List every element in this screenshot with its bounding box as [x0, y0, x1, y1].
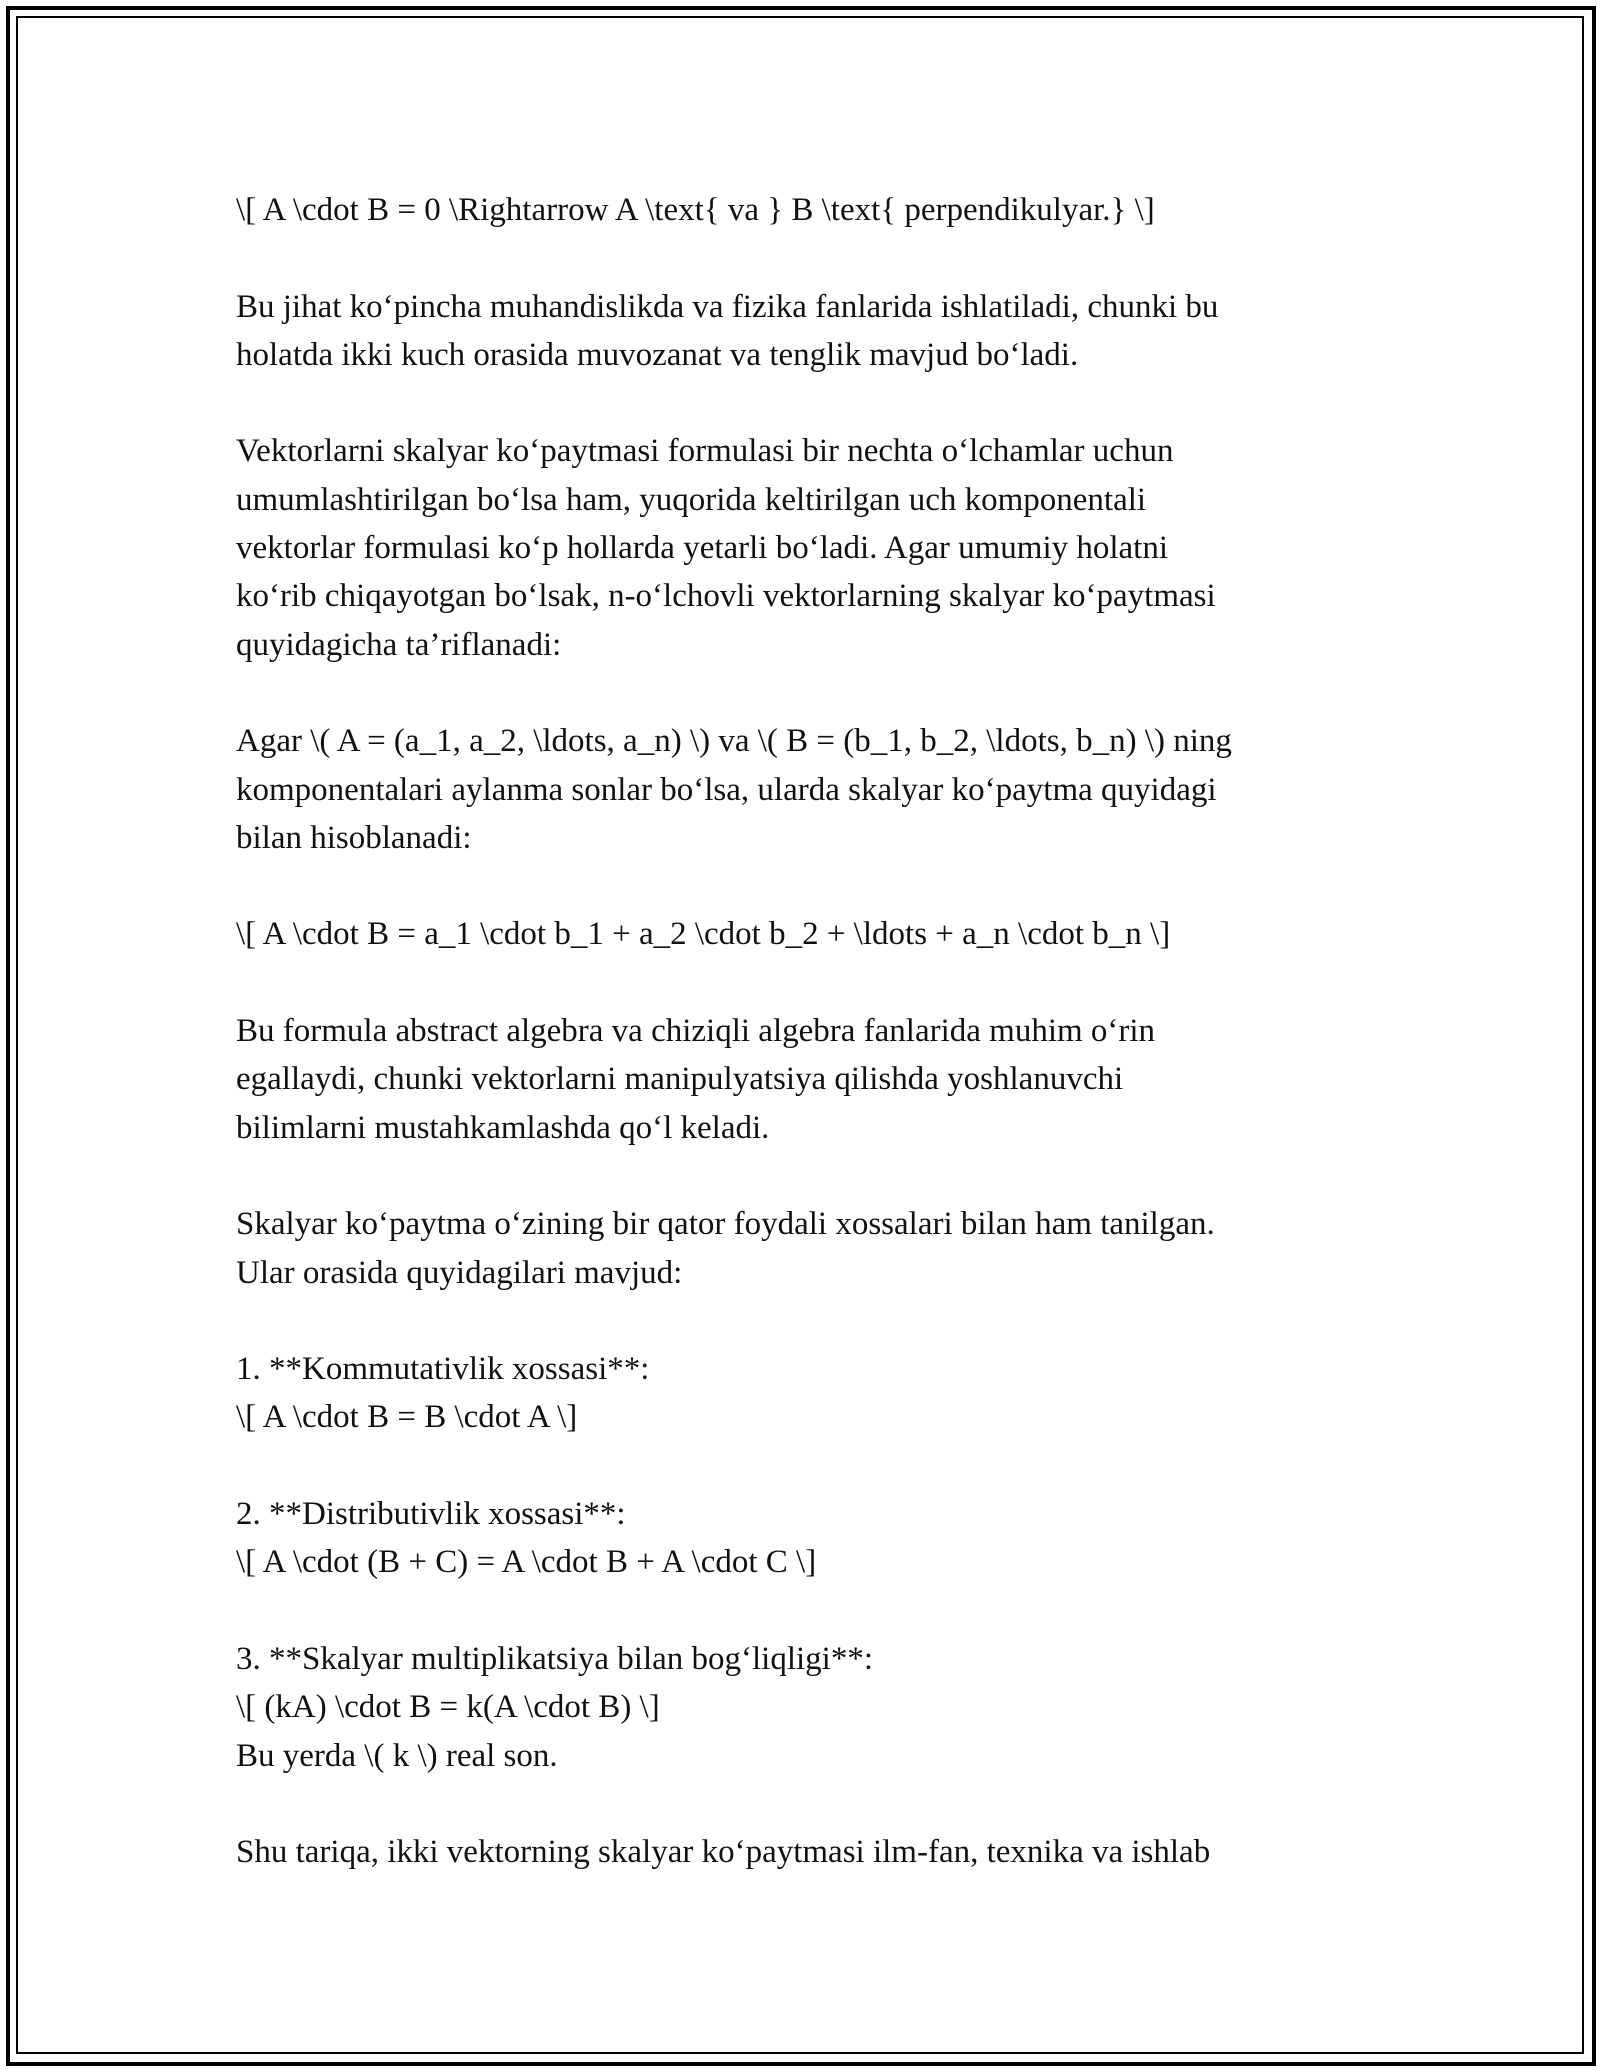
text-line: holatda ikki kuch orasida muvozanat va tenglik mavjud bo‘ladi.: [236, 336, 1079, 373]
text-line: ko‘rib chiqayotgan bo‘lsak, n-o‘lchovli vektorlarning skalyar ko‘paytmasi: [236, 578, 1216, 615]
list-item-commutative: [236, 1345, 1366, 1442]
list-item-distributive: [236, 1490, 1366, 1587]
text-line: egallaydi, chunki vektorlarni manipulyatsiya qilishda yoshlanuvchi: [236, 1061, 1124, 1098]
text-line: vektorlar formulasi ko‘p hollarda yetarli bo‘ladi. Agar umumiy holatni: [236, 530, 1169, 567]
text-line: umumlashtirilgan bo‘lsa ham, yuqorida keltirilgan uch komponentali: [236, 481, 1147, 518]
text-line: Shu tariqa, ikki vektorning skalyar ko‘paytmasi ilm-fan, texnika va ishlab: [236, 1834, 1211, 1871]
text-line: Vektorlarni skalyar ko‘paytmasi formulasi bir nechta o‘lchamlar uchun: [236, 433, 1174, 470]
text-line: \[ A \cdot B = 0 \Rightarrow A \text{ va } B \text{ perpendikulyar.} \]: [236, 192, 1155, 228]
text-line: bilan hisoblanadi:: [236, 819, 472, 856]
paragraph-components: [236, 717, 1366, 862]
text-line: quyidagicha ta’riflanadi:: [236, 626, 562, 663]
list-item-equation: \[ A \cdot (B + C) = A \cdot B + A \cdot C \]: [236, 1544, 817, 1581]
document-body: [236, 186, 1366, 1925]
text-line: komponentalari aylanma sonlar bo‘lsa, ularda skalyar ko‘paytma quyidagi: [236, 771, 1217, 808]
paragraph-general-case: [236, 427, 1366, 668]
list-item-equation: \[ A \cdot B = B \cdot A \]: [236, 1399, 578, 1436]
equation-perpendicular: [236, 186, 1366, 234]
text-line: \[ A \cdot B = a_1 \cdot b_1 + a_2 \cdot b_2 + \ldots + a_n \cdot b_n \]: [236, 916, 1171, 953]
text-line: Skalyar ko‘paytma o‘zining bir qator foydali xossalari bilan ham tanilgan.: [236, 1206, 1215, 1243]
text-line: Agar \( A = (a_1, a_2, \ldots, a_n) \) va \( B = (b_1, b_2, \ldots, b_n) \) ning: [236, 723, 1232, 760]
equation-nd-dot-product: [236, 910, 1366, 958]
text-line: bilimlarni mustahkamlashda qo‘l keladi.: [236, 1109, 770, 1146]
list-item-heading: 3. **Skalyar multiplikatsiya bilan bog‘liqligi**:: [236, 1640, 874, 1677]
text-line: Bu yerda \( k \) real son.: [236, 1737, 558, 1774]
paragraph-properties-intro: [236, 1200, 1366, 1297]
list-item-scalar-multiplication: [236, 1635, 1366, 1780]
list-item-equation: \[ (kA) \cdot B = k(A \cdot B) \]: [236, 1689, 660, 1726]
paragraph-conclusion: [236, 1828, 1366, 1876]
paragraph-algebra: [236, 1007, 1366, 1152]
text-line: Bu jihat ko‘pincha muhandislikda va fizika fanlarida ishlatiladi, chunki bu: [236, 288, 1219, 325]
list-item-heading: 1. **Kommutativlik xossasi**:: [236, 1351, 650, 1388]
list-item-heading: 2. **Distributivlik xossasi**:: [236, 1496, 626, 1533]
text-line: Ular orasida quyidagilari mavjud:: [236, 1254, 683, 1291]
paragraph-engineering: [236, 283, 1366, 380]
text-line: Bu formula abstract algebra va chiziqli algebra fanlarida muhim o‘rin: [236, 1013, 1156, 1050]
